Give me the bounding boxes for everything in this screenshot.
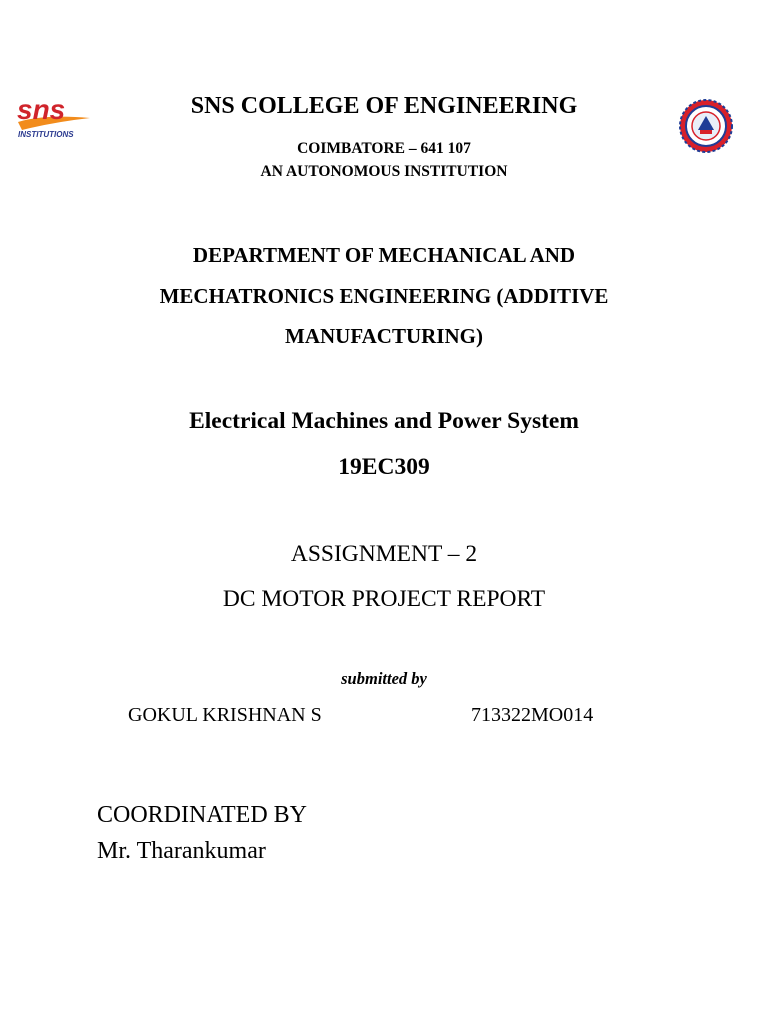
coordinator-heading: COORDINATED BY <box>97 802 307 828</box>
college-name: SNS COLLEGE OF ENGINEERING <box>190 93 578 119</box>
course-code: 19EC309 <box>338 454 430 480</box>
college-status: AN AUTONOMOUS INSTITUTION <box>260 163 508 180</box>
sns-logo-subtext: INSTITUTIONS <box>18 130 74 139</box>
submitted-by-label: submitted by <box>341 669 427 688</box>
department-line-2: MECHATRONICS ENGINEERING (ADDITIVE <box>159 284 609 308</box>
college-location: COIMBATORE – 641 107 <box>297 140 471 157</box>
coordinator-name: Mr. Tharankumar <box>97 838 266 864</box>
report-title: DC MOTOR PROJECT REPORT <box>222 586 546 612</box>
department-line-1: DEPARTMENT OF MECHANICAL AND <box>192 243 576 267</box>
course-title: Electrical Machines and Power System <box>189 408 579 434</box>
student-name: GOKUL KRISHNAN S <box>128 704 322 726</box>
student-register-number: 713322MO014 <box>471 704 594 726</box>
assignment-title: ASSIGNMENT – 2 <box>290 541 478 567</box>
sns-logo-text: sns <box>17 94 66 125</box>
department-line-3: MANUFACTURING) <box>285 324 483 348</box>
